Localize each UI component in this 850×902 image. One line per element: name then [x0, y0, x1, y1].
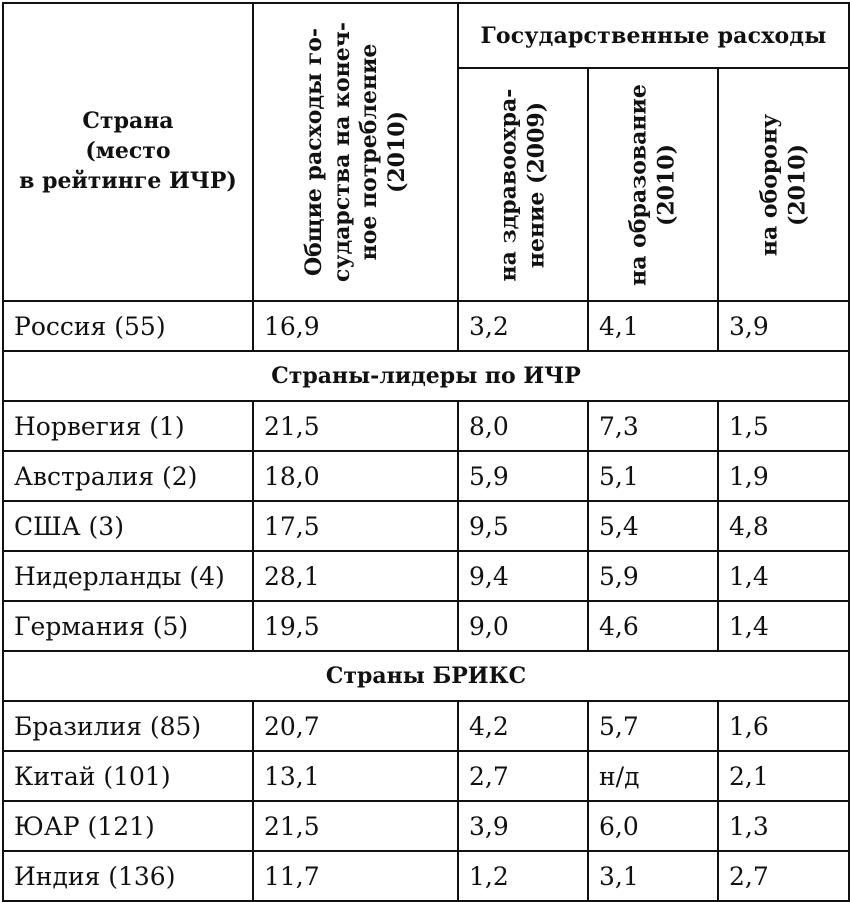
section-title-brics: Страны БРИКС — [3, 651, 849, 701]
education-cell: 5,9 — [588, 551, 718, 601]
education-header-line: на образование — [625, 83, 652, 286]
education-cell: 5,1 — [588, 451, 718, 501]
education-header-line: (2010) — [653, 143, 679, 226]
health-cell: 5,9 — [458, 451, 588, 501]
country-column-header — [3, 3, 253, 301]
education-cell: 5,7 — [588, 701, 718, 751]
health-cell: 4,2 — [458, 701, 588, 751]
country-cell: Нидерланды (4) — [3, 551, 253, 601]
health-cell: 3,9 — [458, 801, 588, 851]
defense-header-line: (2010) — [783, 143, 810, 226]
education-cell: 7,3 — [588, 401, 718, 451]
education-cell: 4,6 — [588, 601, 718, 651]
total-spending-header-line: сударства на конеч- — [328, 22, 354, 282]
country-cell: ЮАР (121) — [3, 801, 253, 851]
table-row — [3, 501, 849, 551]
health-cell: 9,4 — [458, 551, 588, 601]
total-cell: 19,5 — [253, 601, 458, 651]
total-spending-header-line: (2010) — [383, 110, 409, 194]
education-cell: 3,1 — [588, 851, 718, 901]
defense-cell: 1,9 — [718, 451, 849, 501]
country-cell: Германия (5) — [3, 601, 253, 651]
education-cell: 6,0 — [588, 801, 718, 851]
education-cell: н/д — [588, 751, 718, 801]
defense-cell: 1,5 — [718, 401, 849, 451]
health-column-header — [458, 68, 588, 301]
total-cell: 21,5 — [253, 401, 458, 451]
gov-spending-group-header: Государственные расходы — [458, 3, 849, 68]
defense-column-header — [718, 68, 849, 301]
country-cell: Индия (136) — [3, 851, 253, 901]
defense-cell: 1,4 — [718, 601, 849, 651]
defense-cell: 2,7 — [718, 851, 849, 901]
total-cell: 21,5 — [253, 801, 458, 851]
section-title-leaders: Страны-лидеры по ИЧР — [3, 351, 849, 401]
total-spending-header-line: ное потребление — [355, 43, 382, 261]
total-cell: 20,7 — [253, 701, 458, 751]
header-row-1 — [3, 3, 849, 68]
total-cell: 28,1 — [253, 551, 458, 601]
defense-cell: 3,9 — [718, 301, 849, 351]
country-cell: США (3) — [3, 501, 253, 551]
defense-cell: 2,1 — [718, 751, 849, 801]
country-cell: Россия (55) — [3, 301, 253, 351]
table-row — [3, 751, 849, 801]
section-row-leaders — [3, 351, 849, 401]
table-row — [3, 701, 849, 751]
country-header-line: Страна — [82, 108, 174, 135]
health-cell: 9,5 — [458, 501, 588, 551]
total-cell: 16,9 — [253, 301, 458, 351]
health-cell: 2,7 — [458, 751, 588, 801]
total-cell: 11,7 — [253, 851, 458, 901]
total-spending-column-header — [253, 3, 458, 301]
country-cell: Австралия (2) — [3, 451, 253, 501]
health-cell: 9,0 — [458, 601, 588, 651]
education-column-header — [588, 68, 718, 301]
country-header-line: (место — [85, 138, 171, 165]
defense-cell: 1,6 — [718, 701, 849, 751]
section-row-brics — [3, 651, 849, 701]
table-row — [3, 401, 849, 451]
defense-cell: 1,4 — [718, 551, 849, 601]
health-cell: 1,2 — [458, 851, 588, 901]
defense-cell: 1,3 — [718, 801, 849, 851]
total-spending-header-line: Общие расходы го- — [300, 27, 327, 277]
table-row — [3, 851, 849, 901]
table-row-russia — [3, 301, 849, 351]
total-cell: 13,1 — [253, 751, 458, 801]
education-cell: 4,1 — [588, 301, 718, 351]
spending-table — [2, 2, 850, 902]
total-cell: 17,5 — [253, 501, 458, 551]
total-cell: 18,0 — [253, 451, 458, 501]
defense-header-line: на оборону — [756, 113, 782, 256]
health-cell: 8,0 — [458, 401, 588, 451]
health-header-line: нение (2009) — [523, 101, 549, 268]
education-cell: 5,4 — [588, 501, 718, 551]
country-cell: Бразилия (85) — [3, 701, 253, 751]
country-cell: Норвегия (1) — [3, 401, 253, 451]
table-row — [3, 601, 849, 651]
table-row — [3, 551, 849, 601]
defense-cell: 4,8 — [718, 501, 849, 551]
health-header-line: на здравоохра- — [495, 88, 522, 281]
table-row — [3, 451, 849, 501]
country-header-line: в рейтинге ИЧР) — [19, 167, 237, 194]
health-cell: 3,2 — [458, 301, 588, 351]
country-cell: Китай (101) — [3, 751, 253, 801]
table-row — [3, 801, 849, 851]
